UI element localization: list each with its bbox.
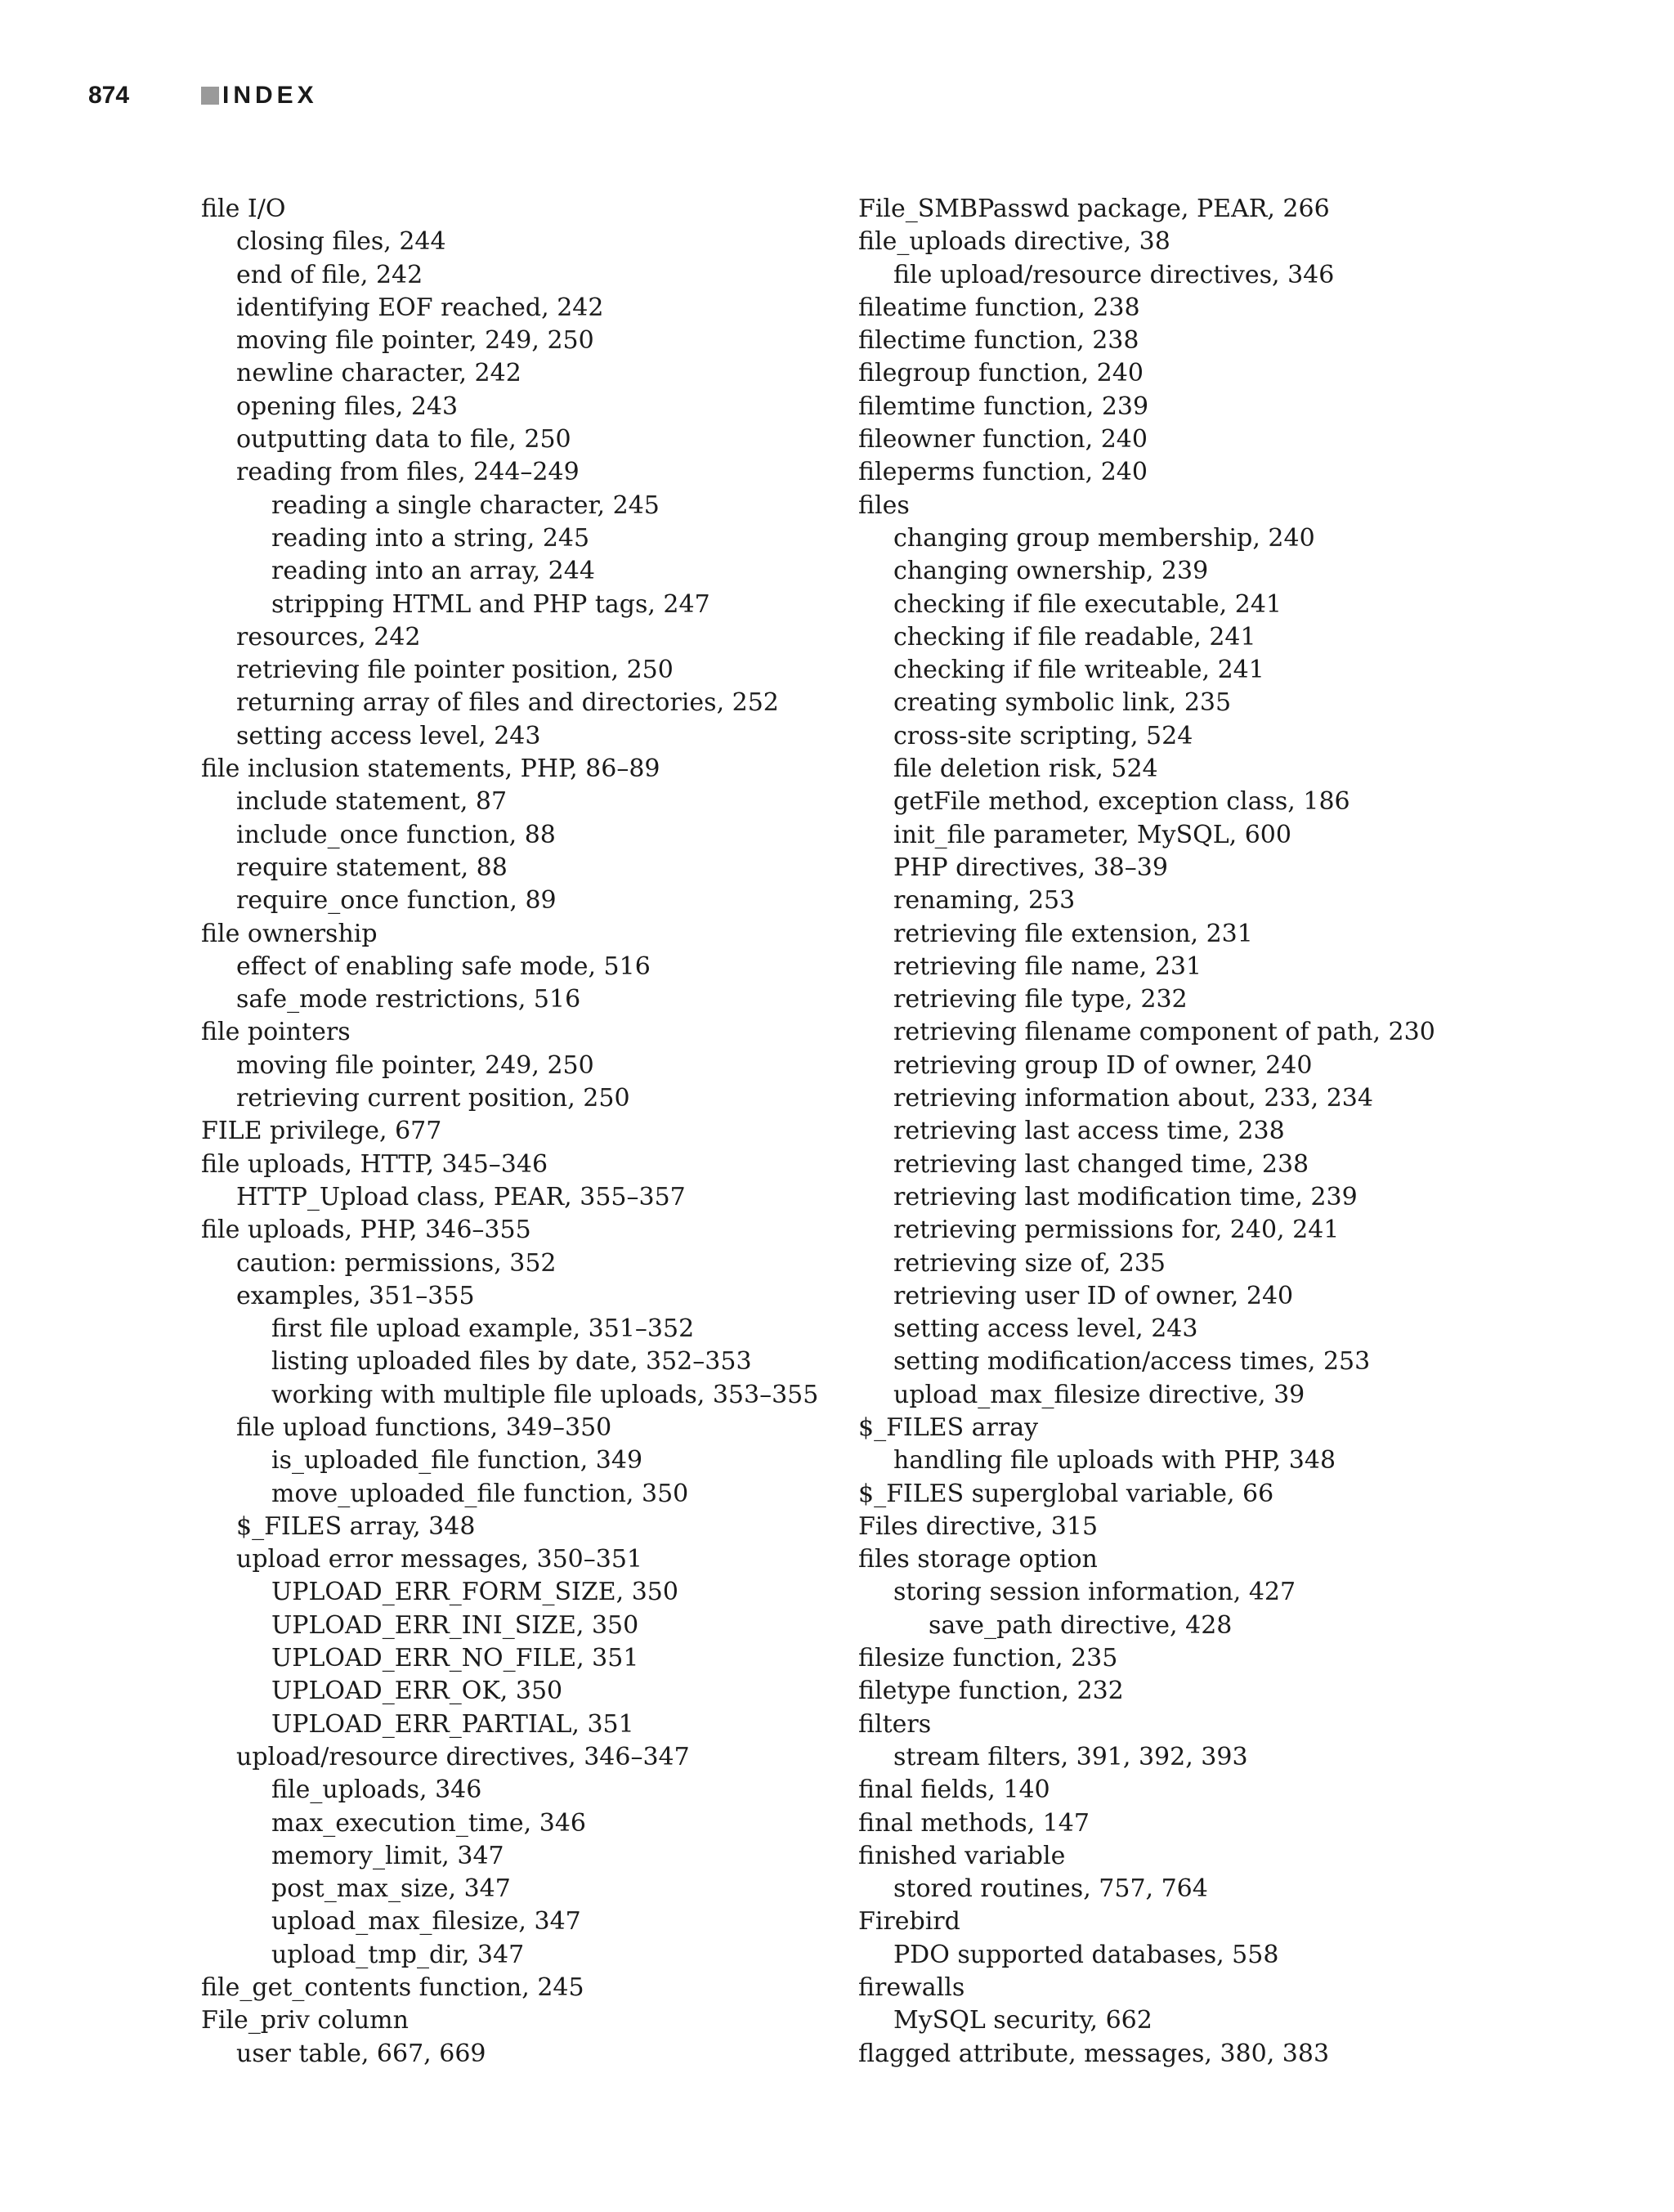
index-subsubentry: post_max_size, 347	[271, 1874, 511, 1904]
index-subentry: include_once function, 88	[236, 820, 556, 849]
index-subsubentry: UPLOAD_ERR_NO_FILE, 351	[271, 1644, 639, 1673]
index-subsubentry: upload_max_filesize, 347	[271, 1907, 581, 1937]
index-subentry: setting access level, 243	[236, 721, 541, 750]
index-entry: filesize function, 235	[858, 1644, 1118, 1673]
index-subentry: retrieving group ID of owner, 240	[893, 1050, 1313, 1080]
index-entry: file ownership	[201, 919, 378, 948]
running-head	[201, 82, 318, 110]
index-subsubentry: reading into an array, 244	[271, 557, 595, 586]
index-subentry: retrieving file type, 232	[893, 985, 1188, 1014]
index-entry: fileowner function, 240	[858, 425, 1148, 454]
index-entry: $_FILES array	[858, 1413, 1039, 1442]
index-entry: filemtime function, 239	[858, 392, 1149, 421]
index-entry: file pointers	[201, 1018, 351, 1047]
index-entry: filectime function, 238	[858, 326, 1139, 356]
page-number: 874	[88, 82, 130, 109]
index-subentry: HTTP_Upload class, PEAR, 355–357	[236, 1182, 686, 1211]
index-entry: FILE privilege, 677	[201, 1117, 442, 1146]
index-subsubentry: UPLOAD_ERR_OK, 350	[271, 1677, 563, 1706]
index-entry: finished variable	[858, 1841, 1066, 1870]
index-subentry: retrieving file name, 231	[893, 952, 1202, 981]
index-subentry: renaming, 253	[893, 886, 1076, 916]
index-subentry: MySQL security, 662	[893, 2006, 1153, 2035]
index-subsubentry: first file upload example, 351–352	[271, 1314, 695, 1344]
index-subentry: stored routines, 757, 764	[893, 1874, 1208, 1904]
index-subsubentry: reading into a string, 245	[271, 523, 590, 553]
index-subentry: $_FILES array, 348	[236, 1511, 476, 1541]
index-subsubentry: working with multiple file uploads, 353–355	[271, 1380, 819, 1409]
index-entry: File_SMBPasswd package, PEAR, 266	[858, 195, 1330, 223]
index-subentry: upload error messages, 350–351	[236, 1545, 643, 1574]
index-subsubentry: UPLOAD_ERR_PARTIAL, 351	[271, 1709, 634, 1739]
index-entry: Firebird	[858, 1907, 960, 1937]
index-entry: $_FILES superglobal variable, 66	[858, 1479, 1274, 1508]
index-subentry: examples, 351–355	[236, 1281, 475, 1310]
index-subentry: handling file uploads with PHP, 348	[893, 1446, 1336, 1475]
index-subentry: cross-site scripting, 524	[893, 721, 1193, 750]
index-subentry: resources, 242	[236, 622, 421, 652]
index-entry: file uploads, PHP, 346–355	[201, 1216, 531, 1245]
running-head-label: INDEX	[222, 82, 318, 109]
index-subsubentry: memory_limit, 347	[271, 1841, 504, 1870]
index-entry: final fields, 140	[858, 1775, 1050, 1805]
index-subentry: caution: permissions, 352	[236, 1248, 557, 1278]
index-subentry: file upload functions, 349–350	[236, 1413, 612, 1442]
index-subentry: end of file, 242	[236, 260, 423, 289]
index-subentry: PDO supported databases, 558	[893, 1940, 1279, 1969]
index-subsubentry: stripping HTML and PHP tags, 247	[271, 589, 710, 619]
index-entry: Files directive, 315	[858, 1511, 1099, 1541]
index-subentry: getFile method, exception class, 186	[893, 787, 1350, 817]
index-subsubentry: file_uploads, 346	[271, 1775, 482, 1805]
index-subentry: retrieving last changed time, 238	[893, 1149, 1309, 1179]
index-entry: file uploads, HTTP, 345–346	[201, 1149, 548, 1179]
index-subentry: identifying EOF reached, 242	[236, 293, 604, 322]
index-subentry: stream filters, 391, 392, 393	[893, 1742, 1248, 1771]
index-subsubentry: reading a single character, 245	[271, 490, 660, 520]
index-subentry: moving file pointer, 249, 250	[236, 326, 594, 356]
index-subentry: retrieving filename component of path, 230	[893, 1018, 1435, 1047]
index-column-right	[858, 193, 1479, 2071]
index-subentry: init_file parameter, MySQL, 600	[893, 820, 1291, 849]
index-subentry: changing ownership, 239	[893, 557, 1209, 586]
index-subsubentry: save_path directive, 428	[929, 1610, 1233, 1640]
index-subentry: require statement, 88	[236, 853, 508, 882]
index-subsubentry: UPLOAD_ERR_INI_SIZE, 350	[271, 1610, 639, 1640]
index-subsubentry: listing uploaded files by date, 352–353	[271, 1347, 752, 1377]
index-entry: file_get_contents function, 245	[201, 1973, 584, 2003]
index-entry: fileperms function, 240	[858, 458, 1148, 487]
index-entry: file_uploads directive, 38	[858, 227, 1170, 257]
index-entry: filetype function, 232	[858, 1677, 1124, 1706]
index-subentry: moving file pointer, 249, 250	[236, 1050, 594, 1080]
index-subentry: require_once function, 89	[236, 886, 557, 916]
index-subentry: checking if file writeable, 241	[893, 656, 1264, 685]
index-subentry: file upload/resource directives, 346	[893, 260, 1335, 289]
index-subsubentry: move_uploaded_file function, 350	[271, 1479, 689, 1508]
index-subsubentry: upload_tmp_dir, 347	[271, 1940, 525, 1969]
index-subentry: upload/resource directives, 346–347	[236, 1742, 690, 1771]
index-entry: files	[858, 490, 910, 520]
index-subentry: setting access level, 243	[893, 1314, 1198, 1344]
index-subentry: user table, 667, 669	[236, 2039, 486, 2068]
index-subentry: newline character, 242	[236, 359, 521, 388]
index-subentry: returning array of files and directories, 252	[236, 688, 779, 718]
index-subentry: retrieving information about, 233, 234	[893, 1084, 1373, 1113]
index-subentry: outputting data to file, 250	[236, 425, 571, 454]
index-entry: files storage option	[858, 1545, 1098, 1574]
index-subentry: retrieving user ID of owner, 240	[893, 1281, 1294, 1310]
index-subentry: reading from files, 244–249	[236, 458, 580, 487]
index-subentry: retrieving size of, 235	[893, 1248, 1166, 1278]
index-entry: flagged attribute, messages, 380, 383	[858, 2039, 1330, 2068]
index-subentry: retrieving last modification time, 239	[893, 1182, 1358, 1211]
index-subentry: safe_mode restrictions, 516	[236, 985, 581, 1014]
index-subentry: PHP directives, 38–39	[893, 853, 1168, 882]
index-entry: file I/O	[201, 195, 286, 223]
index-entry: filegroup function, 240	[858, 359, 1144, 388]
index-subentry: effect of enabling safe mode, 516	[236, 952, 651, 981]
index-subsubentry: is_uploaded_file function, 349	[271, 1446, 643, 1475]
index-subentry: retrieving permissions for, 240, 241	[893, 1216, 1340, 1245]
index-subentry: closing files, 244	[236, 227, 446, 257]
index-subentry: file deletion risk, 524	[893, 754, 1158, 784]
index-entry: filters	[858, 1709, 932, 1739]
running-head-marker-icon	[201, 87, 219, 105]
index-subsubentry: max_execution_time, 346	[271, 1808, 587, 1838]
index-entry: final methods, 147	[858, 1808, 1090, 1838]
index-subentry: setting modification/access times, 253	[893, 1347, 1371, 1377]
index-entry: firewalls	[858, 1973, 965, 2003]
index-subentry: retrieving last access time, 238	[893, 1117, 1285, 1146]
index-column-left	[201, 193, 822, 2071]
index-subentry: retrieving file pointer position, 250	[236, 656, 674, 685]
index-subentry: retrieving file extension, 231	[893, 919, 1253, 948]
index-subentry: checking if file readable, 241	[893, 622, 1256, 652]
index-subentry: changing group membership, 240	[893, 523, 1315, 553]
index-subsubentry: UPLOAD_ERR_FORM_SIZE, 350	[271, 1578, 678, 1607]
index-entry: fileatime function, 238	[858, 293, 1140, 322]
index-subentry: include statement, 87	[236, 787, 508, 817]
index-entry: File_priv column	[201, 2006, 409, 2035]
index-subentry: storing session information, 427	[893, 1578, 1296, 1607]
index-subentry: opening files, 243	[236, 392, 459, 421]
index-entry: file inclusion statements, PHP, 86–89	[201, 754, 660, 784]
index-subentry: retrieving current position, 250	[236, 1084, 630, 1113]
index-subentry: upload_max_filesize directive, 39	[893, 1380, 1305, 1409]
index-subentry: creating symbolic link, 235	[893, 688, 1232, 718]
index-subentry: checking if file executable, 241	[893, 589, 1282, 619]
